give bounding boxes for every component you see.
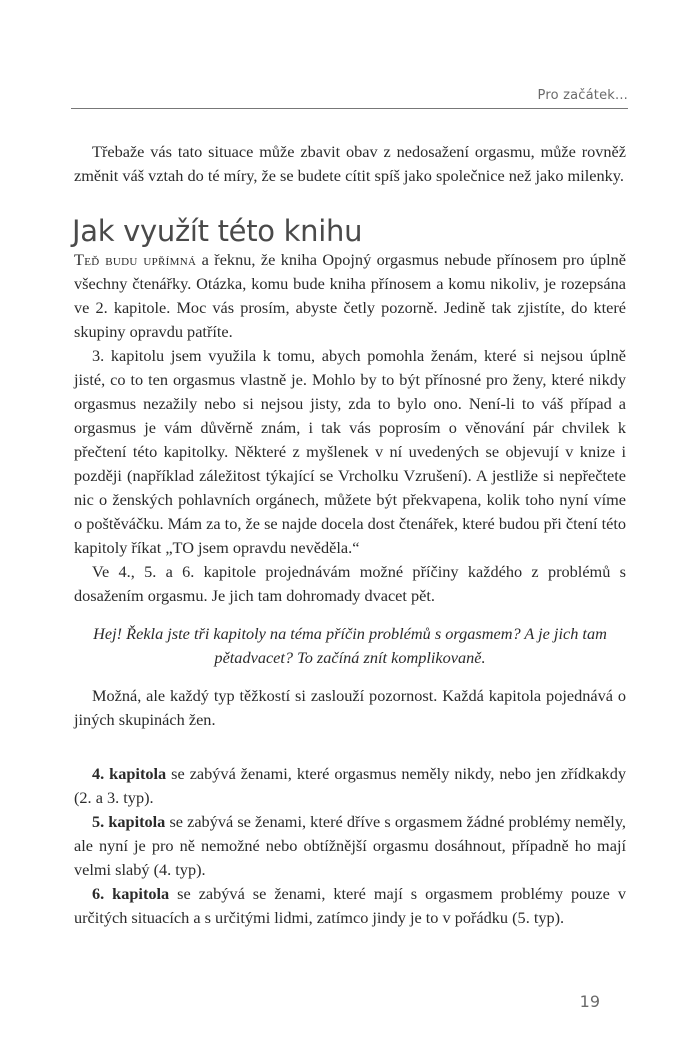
page-content <box>74 140 626 930</box>
reader-quote: Hej! Řekla jste tři kapitoly na téma příčin problémů s orgasmem? A je jich tam pětadvacet? To začíná znít komplikovaně. <box>93 624 607 667</box>
paragraph-chapters-4-6: Ve 4., 5. a 6. kapitole projednávám možné příčiny každého z problémů s dosažením orgasmu. Je jich tam dohromady dvacet pět. <box>74 562 626 605</box>
chapter-text: se zabývá se ženami, které mají s orgasmem problémy pouze v určitých situacích a s určitými lidmi, zatímco jindy je to v pořádku (5. typ). <box>74 884 626 927</box>
chapter-text: se zabývá se ženami, které dříve s orgasmem žádné problémy neměly, ale nyní je pro ně nemožné nebo obtížnější orgasmu dosáhnout, případně ho mají velmi slabý (4. typ). <box>74 812 626 879</box>
chapter-item-6 <box>74 882 626 930</box>
lead-rest: a řeknu, že kniha Opojný orgasmus nebude přínosem pro úplně všechny čtenářky. Otázka, komu bude kniha přínosem a komu nikoliv, je rozepsána ve 2. kapitole. Moc vás prosím, abyste četly pozorně. Jedině tak zjistíte, do které skupiny opravdu patříte. <box>74 250 626 341</box>
chapter-label: 6. kapitola <box>92 884 170 903</box>
chapter-label: 4. kapitola <box>92 764 167 783</box>
chapter-label: 5. kapitola <box>92 812 166 831</box>
paragraph-response: Možná, ale každý typ těžkostí si zaslouží pozornost. Každá kapitola pojednává o jiných skupinách žen. <box>74 686 626 729</box>
spacer <box>74 732 626 762</box>
paragraph-chapter-3: 3. kapitolu jsem využila k tomu, abych pomohla ženám, které si nejsou úplně jisté, co to ten orgasmus vlastně je. Mohlo by to být přínosné pro ženy, které nikdy orgasmus nezažily nebo si nejsou jisty, zda to bylo ono. Není-li to váš případ a orgasmus je vám důvěrně znám, i tak vás poprosím o věnování pár chvilek k přečtení této kapitolky. Některé z myšlenek v ní uvedených se objevují v knize i později (například záležitost týkající se Vrcholku Vzrušení). A jestliže si nepřečtete nic o ženských pohlavních orgánech, můžete být překvapena, kolik toho nyní víme o poštěváčku. Mám za to, že se najde docela dost čtenářek, které budou při čtení této kapitoly říkat „TO jsem opravdu nevěděla.“ <box>74 346 626 557</box>
header-rule <box>71 108 628 109</box>
chapter-item-5 <box>74 810 626 882</box>
lead-paragraph <box>74 248 626 344</box>
page-number: 19 <box>579 992 600 1011</box>
chapter-text: se zabývá ženami, které orgasmus neměly nikdy, nebo jen zřídkakdy (2. a 3. typ). <box>74 764 626 807</box>
section-heading: Jak využít této knihu <box>72 214 363 248</box>
running-header: Pro začátek... <box>537 88 628 103</box>
lead-smallcaps: Teď budu upřímná <box>74 250 197 269</box>
intro-paragraph: Třebaže vás tato situace může zbavit obav z nedosažení orgasmu, může rovněž změnit váš vztah do té míry, že se budete cítit spíš jako společnice než jako milenky. <box>74 142 626 185</box>
chapter-item-4 <box>74 762 626 810</box>
